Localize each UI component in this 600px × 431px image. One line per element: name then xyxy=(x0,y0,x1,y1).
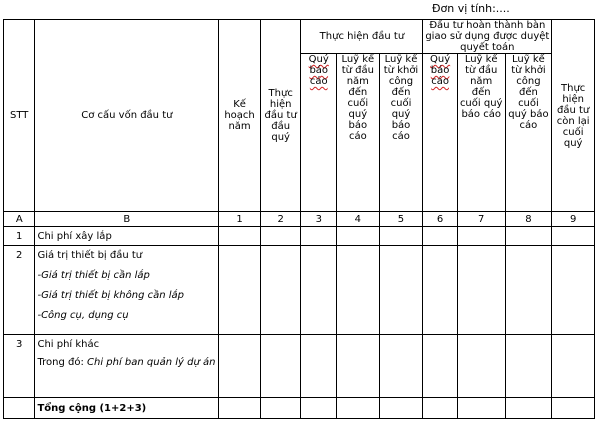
row-sub-label: -Giá trị thiết bị cần lắp xyxy=(37,270,150,281)
col-code-4: 4 xyxy=(337,212,380,227)
row-label-group xyxy=(35,335,219,398)
total-row xyxy=(4,398,595,419)
header-cumulative-year-2: Luỹ kế từ đầu năm đến cuối quý báo cáo xyxy=(457,54,505,212)
header-structure: Cơ cấu vốn đầu tư xyxy=(35,20,219,212)
col-code-3: 3 xyxy=(301,212,337,227)
col-code-5: 5 xyxy=(379,212,423,227)
header-cumulative-start-2: Luỹ kế từ khởi công đến cuối quý báo cáo xyxy=(505,54,552,212)
header-report-quarter-text: Quý báo cáo xyxy=(308,54,329,87)
header-report-quarter-2-text: Quý báo cáo xyxy=(430,54,451,87)
header-group-investment: Thực hiện đầu tư xyxy=(301,20,423,54)
row-sub-label: -Công cụ, dụng cụ xyxy=(37,310,129,321)
row-label-group xyxy=(35,246,219,335)
table-row xyxy=(4,335,595,398)
table-row xyxy=(4,246,595,335)
row-stt: 2 xyxy=(4,246,35,335)
row-stt: 3 xyxy=(4,335,35,398)
row-label: Chi phí khác xyxy=(37,339,100,350)
total-label: Tổng cộng (1+2+3) xyxy=(35,398,219,419)
col-code-a: A xyxy=(4,212,35,227)
row-sub-prefix: Trong đó: xyxy=(37,357,87,368)
header-cumulative-year: Luỹ kế từ đầu năm đến cuối quý báo cáo xyxy=(337,54,380,212)
col-code-7: 7 xyxy=(457,212,505,227)
col-code-9: 9 xyxy=(552,212,595,227)
row-label: Giá trị thiết bị đầu tư xyxy=(37,250,143,261)
investment-report-table xyxy=(3,19,595,419)
col-code-2: 2 xyxy=(260,212,301,227)
header-cumulative-start: Luỹ kế từ khởi công đến cuối quý báo cáo xyxy=(379,54,423,212)
col-code-8: 8 xyxy=(505,212,552,227)
row-sub-detail: Chi phí ban quản lý dự án xyxy=(87,357,216,368)
header-remaining: Thực hiện đầu tư còn lại cuối quý xyxy=(552,20,595,212)
header-stt: STT xyxy=(4,20,35,212)
col-code-6: 6 xyxy=(423,212,458,227)
header-done-in-quarter-text: Thực hiện đầu tư đầu quý xyxy=(264,88,297,143)
unit-label: Đơn vị tính:.... xyxy=(432,2,510,15)
col-code-1: 1 xyxy=(219,212,261,227)
header-done-in-quarter xyxy=(260,20,301,212)
header-report-quarter-2 xyxy=(423,54,458,212)
row-label: Chi phí xây lắp xyxy=(35,227,219,246)
header-report-quarter xyxy=(301,54,337,212)
row-sub-label: -Giá trị thiết bị không cần lắp xyxy=(37,290,185,301)
column-code-row xyxy=(4,212,595,227)
header-group-handover: Đầu tư hoàn thành bàn giao sử dụng được duyệt quyết toán xyxy=(423,20,552,54)
row-stt: 1 xyxy=(4,227,35,246)
table-row xyxy=(4,227,595,246)
col-code-b: B xyxy=(35,212,219,227)
header-plan: Kế hoạch năm xyxy=(219,20,261,212)
